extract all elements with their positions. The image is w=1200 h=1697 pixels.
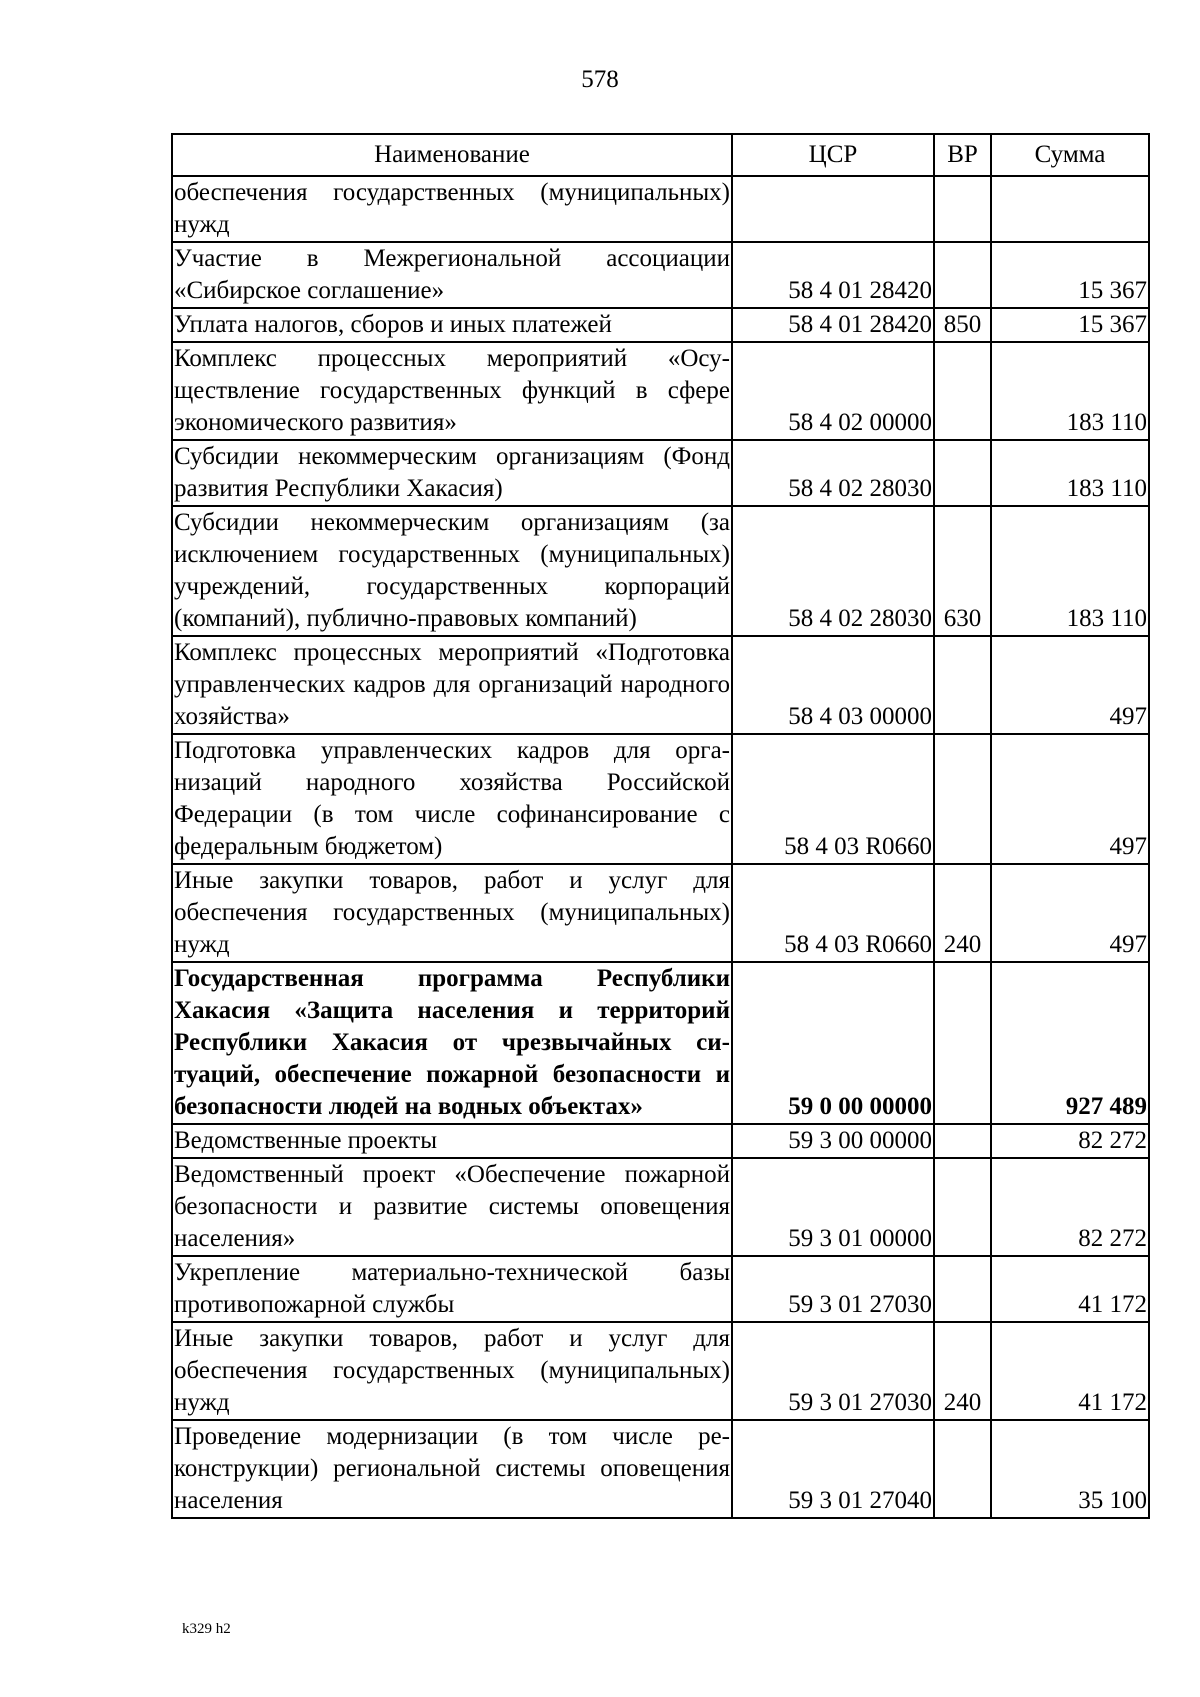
cell-name: Иные закупки товаров, работ и услуг для обеспечения государственных (муниципальных) нужд — [172, 864, 732, 962]
cell-name: обеспечения государственных (муниципальных) нужд — [172, 176, 732, 242]
cell-csr: 59 0 00 00000 — [732, 962, 934, 1124]
cell-sum: 497 — [991, 636, 1149, 734]
cell-csr: 59 3 01 27030 — [732, 1322, 934, 1420]
cell-csr: 58 4 03 R0660 — [732, 734, 934, 864]
cell-vr: 630 — [934, 506, 991, 636]
cell-sum: 82 272 — [991, 1158, 1149, 1256]
cell-vr — [934, 176, 991, 242]
cell-sum: 15 367 — [991, 242, 1149, 308]
header-sum: Сумма — [991, 134, 1149, 176]
cell-name: Комплекс процессных мероприятий «Подготовка управленческих кадров для организаций народного хозяйства» — [172, 636, 732, 734]
table-row — [172, 506, 1149, 636]
cell-name: Субсидии некоммерческим организациям (Фонд развития Республики Хакасия) — [172, 440, 732, 506]
table-row — [172, 734, 1149, 864]
cell-name: Ведомственные проекты — [172, 1124, 732, 1158]
table-row — [172, 440, 1149, 506]
table-row — [172, 962, 1149, 1124]
cell-csr: 58 4 01 28420 — [732, 308, 934, 342]
table-body — [172, 176, 1149, 1518]
cell-csr: 58 4 01 28420 — [732, 242, 934, 308]
cell-csr: 58 4 02 28030 — [732, 506, 934, 636]
cell-sum: 82 272 — [991, 1124, 1149, 1158]
cell-name: Подготовка управленческих кадров для организаций народного хозяйства Российской Федерации (в том числе софинансирование с федеральным бюджетом) — [172, 734, 732, 864]
cell-name: Субсидии некоммерческим организациям (за исключением государственных (муниципальных) учреждений, государственных корпораций (компаний), публично-правовых компаний) — [172, 506, 732, 636]
cell-sum: 497 — [991, 734, 1149, 864]
cell-csr: 58 4 03 R0660 — [732, 864, 934, 962]
cell-csr: 59 3 01 27040 — [732, 1420, 934, 1518]
table-row — [172, 1158, 1149, 1256]
cell-sum — [991, 176, 1149, 242]
cell-vr — [934, 440, 991, 506]
header-vr: ВР — [934, 134, 991, 176]
table-header-row — [172, 134, 1149, 176]
cell-vr — [934, 1256, 991, 1322]
budget-table — [171, 133, 1150, 1519]
cell-name: Уплата налогов, сборов и иных платежей — [172, 308, 732, 342]
cell-vr — [934, 1124, 991, 1158]
cell-name: Государственная программа Республики Хакасия «Защита населения и территорий Республики Хакасия от чрезвычайных ситуаций, обеспечение пожарной безопасности и безопасности людей на водных объектах» — [172, 962, 732, 1124]
table-row — [172, 176, 1149, 242]
cell-csr: 59 3 00 00000 — [732, 1124, 934, 1158]
cell-csr: 58 4 02 00000 — [732, 342, 934, 440]
table-row — [172, 342, 1149, 440]
header-csr: ЦСР — [732, 134, 934, 176]
cell-name: Комплекс процессных мероприятий «Осуществление государственных функций в сфере экономического развития» — [172, 342, 732, 440]
table-row — [172, 308, 1149, 342]
cell-csr: 59 3 01 00000 — [732, 1158, 934, 1256]
page-number: 578 — [581, 66, 619, 93]
cell-sum: 927 489 — [991, 962, 1149, 1124]
cell-csr — [732, 176, 934, 242]
cell-sum: 497 — [991, 864, 1149, 962]
cell-sum: 41 172 — [991, 1256, 1149, 1322]
cell-vr: 240 — [934, 864, 991, 962]
cell-name: Участие в Межрегиональной ассоциации «Сибирское соглашение» — [172, 242, 732, 308]
table-row — [172, 1124, 1149, 1158]
cell-name: Проведение модернизации (в том числе реконструкции) региональной системы оповещения населения — [172, 1420, 732, 1518]
table-row — [172, 1322, 1149, 1420]
cell-sum: 15 367 — [991, 308, 1149, 342]
cell-name: Ведомственный проект «Обеспечение пожарной безопасности и развитие системы оповещения населения» — [172, 1158, 732, 1256]
table-row — [172, 1420, 1149, 1518]
cell-vr — [934, 342, 991, 440]
cell-name: Укрепление материально-технической базы противопожарной службы — [172, 1256, 732, 1322]
cell-vr — [934, 1158, 991, 1256]
cell-vr — [934, 1420, 991, 1518]
cell-csr: 59 3 01 27030 — [732, 1256, 934, 1322]
cell-sum: 35 100 — [991, 1420, 1149, 1518]
table-row — [172, 1256, 1149, 1322]
table-row — [172, 636, 1149, 734]
table-row — [172, 242, 1149, 308]
cell-csr: 58 4 03 00000 — [732, 636, 934, 734]
cell-sum: 183 110 — [991, 440, 1149, 506]
cell-vr — [934, 734, 991, 864]
footer-code: k329 h2 — [182, 1621, 231, 1637]
cell-vr — [934, 636, 991, 734]
cell-csr: 58 4 02 28030 — [732, 440, 934, 506]
cell-sum: 183 110 — [991, 506, 1149, 636]
cell-vr — [934, 962, 991, 1124]
cell-sum: 41 172 — [991, 1322, 1149, 1420]
cell-vr: 240 — [934, 1322, 991, 1420]
cell-name: Иные закупки товаров, работ и услуг для обеспечения государственных (муниципальных) нужд — [172, 1322, 732, 1420]
cell-vr — [934, 242, 991, 308]
header-name: Наименование — [172, 134, 732, 176]
cell-sum: 183 110 — [991, 342, 1149, 440]
table-row — [172, 864, 1149, 962]
cell-vr: 850 — [934, 308, 991, 342]
